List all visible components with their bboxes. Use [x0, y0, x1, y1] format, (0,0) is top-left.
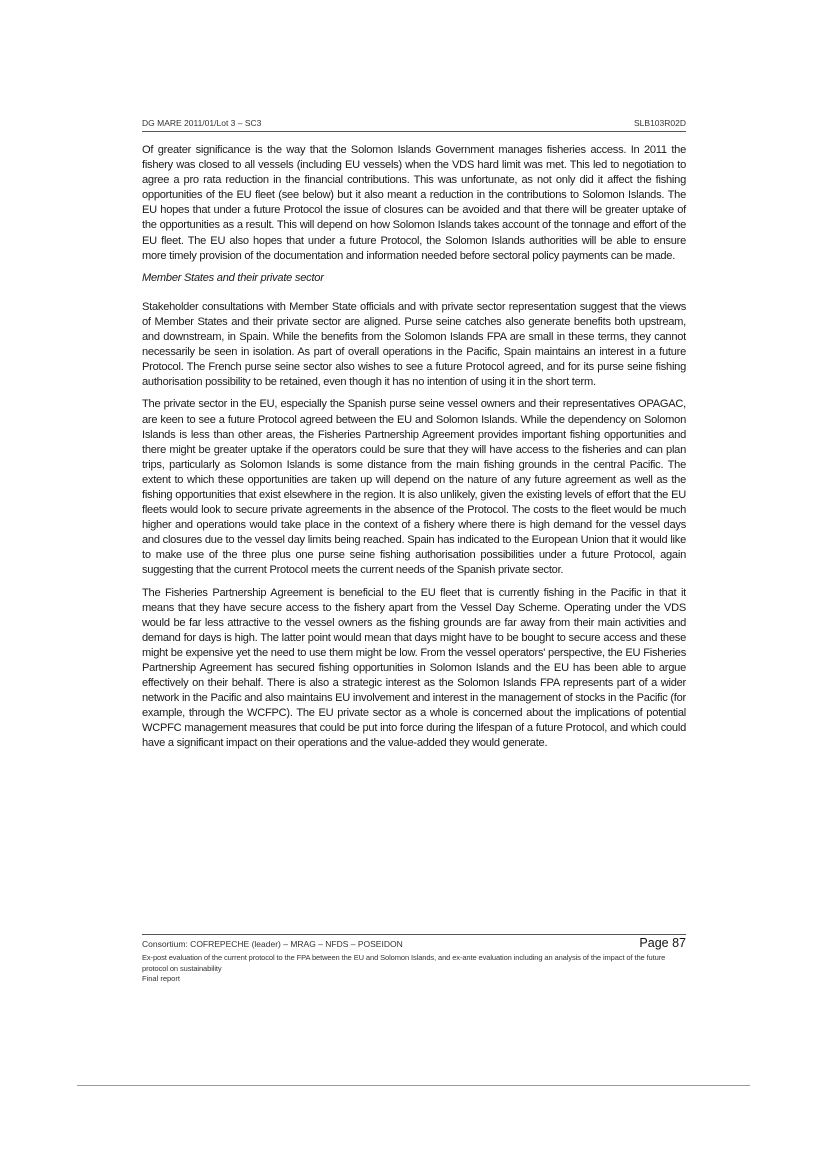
page-number: Page 87: [639, 936, 686, 950]
paragraph-private-sector: The private sector in the EU, especially the Spanish purse seine vessel owners and their representatives OPAGAC, are keen to see a future Protocol agreed between the EU and Solomon Islands. While the dependency on Solomon Islands is less than other areas, the Fisheries Partnership Agreement provides important fishing opportunities and there might be greater uptake if the operators could be sure that they will have access to the fisheries and can plan trips, particularly as Solomon Islands is some distance from the main fishing grounds in the central Pacific. The extent to which these opportunities are taken up will depend on the nature of any future agreement as well as the fishing opportunities that exist elsewhere in the region. It is also unlikely, given the existing levels of effort that the EU fleets would look to secure private agreements in the absence of the Protocol. The costs to the fleet would be much higher and operations would take place in the context of a fishery where there is high demand for the vessel days and closures due to the vessel day limits being reached. Spain has indicated to the European Union that it would like to make use of the three plus one purse seine fishing authorisation possibilities under a future Protocol, again suggesting that the current Protocol meets the current needs of the Spanish private sector.: [142, 398, 686, 577]
footer-report-type: Final report: [142, 974, 180, 983]
document-body: [142, 143, 686, 759]
section-subheading: Member States and their private sector: [142, 271, 324, 284]
footer-line: [142, 935, 686, 950]
header-document-code: SLB103R02D: [634, 118, 686, 128]
page-bottom-divider: [77, 1085, 750, 1086]
page-footer: [142, 934, 686, 985]
page-header: [142, 116, 686, 132]
header-contract-ref: DG MARE 2011/01/Lot 3 – SC3: [142, 118, 262, 128]
paragraph-solomon-access: Of greater significance is the way that the Solomon Islands Government manages fisheries access. In 2011 the fishery was closed to all vessels (including EU vessels) when the VDS hard limit was met. This led to negotiation to agree a pro rata reduction in the financial contributions. This was unfortunate, as not only did it affect the fishing opportunities of the EU fleet (see below) but it also meant a reduction in the contributions to Solomon Islands. The EU hopes that under a future Protocol the issue of closures can be avoided and that there will be greater uptake of the opportunities as a result. This will depend on how Solomon Islands takes account of the tonnage and effort of the EU fleet. The EU also hopes that under a future Protocol, the Solomon Islands authorities will be able to ensure more timely provision of the documentation and information needed before sectoral policy payments can be made.: [142, 144, 686, 262]
paragraph-stakeholder-consultations: Stakeholder consultations with Member State officials and with private sector representation suggest that the views of Member States and their private sector are aligned. Purse seine catches also generate benefits both upstream, and downstream, in Spain. While the benefits from the Solomon Islands FPA are small in these terms, they cannot necessarily be seen in isolation. As part of overall operations in the Pacific, Spain maintains an interest in a future Protocol. The French purse seine sector also wishes to see a future Protocol agreed, and for its purse seine fishing authorisation possibility to be retained, even though it has no intention of using it in the short term.: [142, 300, 686, 389]
footer-consortium: Consortium: COFREPECHE (leader) – MRAG – NFDS – POSEIDON: [142, 939, 403, 949]
paragraph-fpa-benefits: The Fisheries Partnership Agreement is beneficial to the EU fleet that is currently fishing in the Pacific in that it means that they have secure access to the fishery apart from the Vessel Day Scheme. Operating under the VDS would be far less attractive to the vessel owners as the fishing grounds are far away from their main activities and demand for days is high. The latter point would mean that days might have to be bought to secure access and these might be expensive yet the need to use them might be low. From the vessel operators' perspective, the EU Fisheries Partnership Agreement has secured fishing opportunities in Solomon Islands and the EU has been able to argue effectively on their behalf. There is also a strategic interest as the Solomon Islands FPA represents part of a wider network in the Pacific and also maintains EU involvement and interest in the management of stocks in the Pacific (for example, through the WCFPC). The EU private sector as a whole is concerned about the implications of potential WCPFC management measures that could be put into force during the lifespan of a future Protocol, and which could have a significant impact on their operations and the value-added they would generate.: [142, 586, 686, 750]
footer-description: Ex-post evaluation of the current protocol to the FPA between the EU and Solomon Islands, and ex-ante evaluation including an analysis of the impact of the future protocol on sustainability: [142, 953, 666, 973]
